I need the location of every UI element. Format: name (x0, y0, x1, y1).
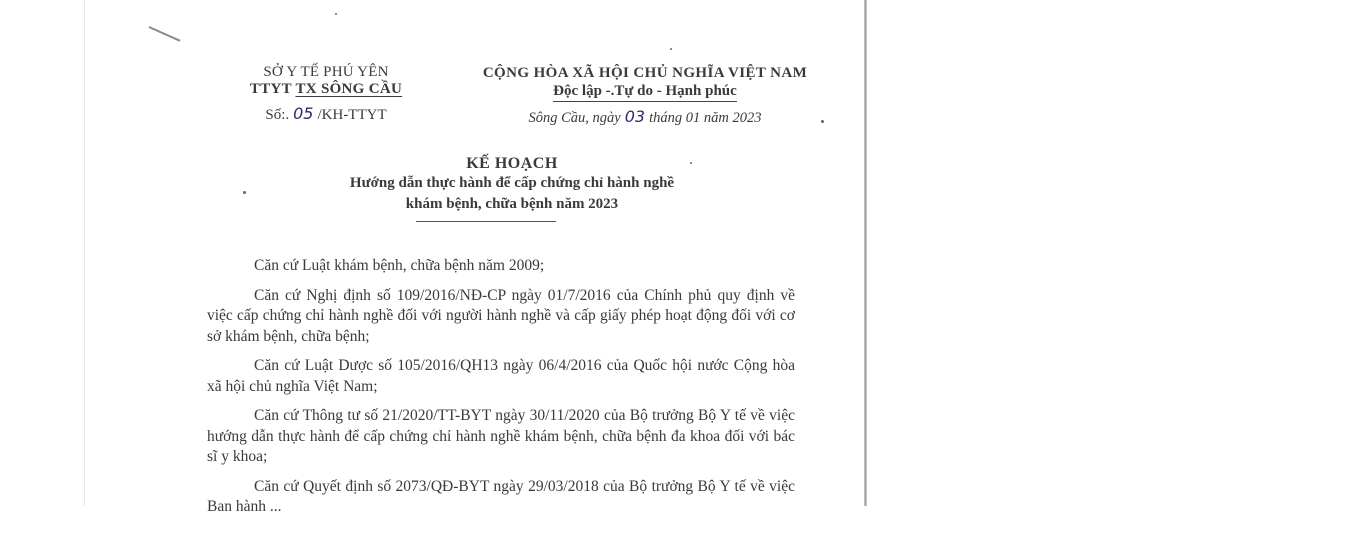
document-title: KẾ HOẠCH (466, 155, 558, 172)
issuing-agency-block (235, 64, 417, 124)
place-date-prefix: Sông Cầu, ngày (528, 110, 621, 126)
national-motto: Độc lập -.Tự do - Hạnh phúc (553, 83, 737, 102)
nation-name: CỘNG HÒA XÃ HỘI CHỦ NGHĨA VIỆT NAM (482, 65, 808, 81)
document-body (207, 256, 795, 527)
page-edge (864, 0, 867, 506)
legal-basis-paragraph: Căn cứ Thông tư số 21/2020/TT-BYT ngày 30/11/2020 của Bộ trưởng Bộ Y tế về việc hướng dẫn thực hành để cấp chứng chỉ hành nghề khám bệnh, chữa bệnh đa khoa đối với bác sĩ y khoa; (207, 407, 795, 465)
document-subtitle-line1: Hướng dẫn thực hành để cấp chứng chỉ hành nghề (349, 175, 675, 191)
title-underline (416, 221, 556, 222)
scan-speck (335, 13, 337, 15)
document-title-block (245, 155, 779, 215)
center-prefix: TTYT (249, 81, 296, 97)
month-year: tháng 01 năm 2023 (649, 110, 762, 126)
scan-speck (670, 48, 672, 50)
legal-basis-paragraph: Căn cứ Luật Dược số 105/2016/QH13 ngày 06/4/2016 của Quốc hội nước Cộng hòa xã hội chủ nghĩa Việt Nam; (207, 357, 795, 395)
document-number-suffix: /KH-TTYT (317, 107, 387, 123)
document-number (235, 104, 417, 124)
center-name-underlined: TX SÔNG CẦU (295, 81, 403, 97)
agency-name: SỞ Y TẾ PHÚ YÊN (263, 64, 389, 80)
legal-basis-paragraph: Căn cứ Quyết định số 2073/QĐ-BYT ngày 29/03/2018 của Bộ trưởng Bộ Y tế về việc Ban hành ... (207, 477, 795, 515)
place-date (465, 107, 825, 127)
document-number-handwritten: 05 (293, 104, 314, 123)
document-page (84, 0, 867, 515)
center-name (235, 81, 417, 98)
document-subtitle-line2: khám bệnh, chữa bệnh năm 2023 (405, 196, 619, 212)
national-header-block (465, 65, 825, 127)
legal-basis-paragraph: Căn cứ Luật khám bệnh, chữa bệnh năm 2009; (254, 257, 545, 274)
day-handwritten: 03 (624, 107, 646, 126)
legal-basis-paragraph: Căn cứ Nghị định số 109/2016/NĐ-CP ngày 01/7/2016 của Chính phủ quy định về việc cấp chứng chỉ hành nghề đối với người hành nghề và cấp giấy phép hoạt động đối với cơ sở khám bệnh, chữa bệnh; (207, 286, 795, 345)
scan-mark (149, 26, 181, 42)
document-number-prefix: Số:. (265, 107, 290, 123)
